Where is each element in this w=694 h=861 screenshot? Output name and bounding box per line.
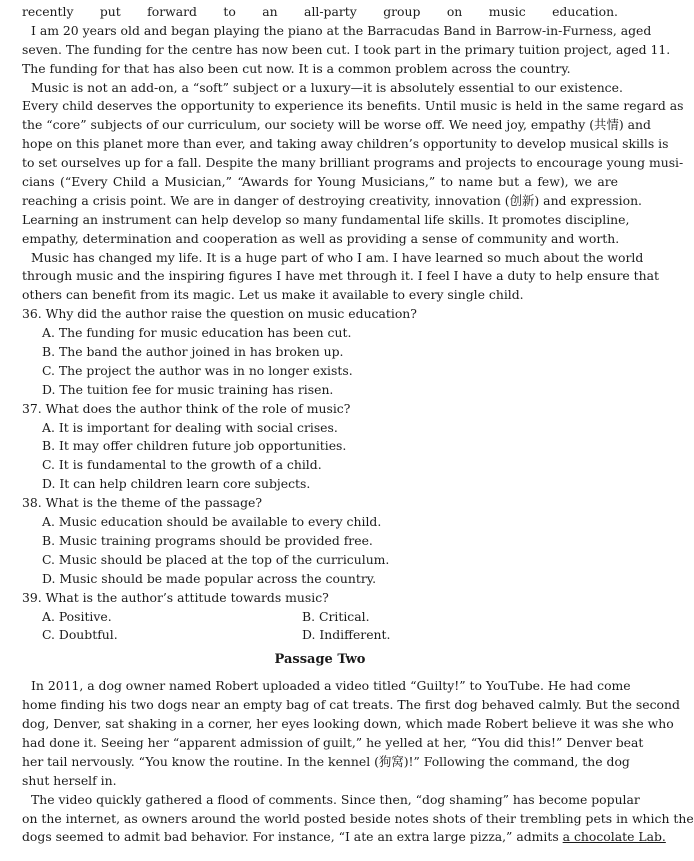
answer-option: C. The project the author was in no longer exists.	[42, 362, 353, 378]
question-stem: 39. What is the author’s attitude towards music?	[22, 589, 329, 605]
passage-line: Every child deserves the opportunity to experience its benefits. Until music is held in the same regard as	[22, 98, 684, 114]
answer-option: A. It is important for dealing with social crises.	[42, 419, 338, 435]
answer-option: A. The funding for music education has been cut.	[42, 325, 352, 341]
passage-line: her tail nervously. “You know the routine. In the kennel (狗窝)!” Following the command, the dog	[22, 753, 630, 769]
passage-line: cians (“Every Child a Musician,” “Awards for Young Musicians,” to name but a few), we are	[22, 174, 618, 190]
answer-option: D. Indifferent.	[302, 627, 391, 643]
passage-line: seven. The funding for the centre has now been cut. I took part in the primary tuition project, aged 11.	[22, 41, 671, 57]
answer-option: C. Music should be placed at the top of the curriculum.	[42, 551, 390, 567]
question-38	[22, 494, 618, 588]
passage-line: had done it. Seeing her “apparent admission of guilt,” he yelled at her, “You did this!” Denver beat	[22, 734, 644, 750]
answer-option: A. Positive.	[42, 608, 112, 624]
passage-line: home finding his two dogs near an empty bag of cat treats. The first dog behaved calmly. But the second	[22, 697, 680, 713]
answer-option: B. Critical.	[302, 608, 370, 624]
passage-line: I am 20 years old and began playing the piano at the Barracudas Band in Barrow-in-Furness, aged	[31, 22, 652, 38]
passage-line: recently put forward to an all-party group on music education.	[22, 4, 618, 19]
passage-one	[22, 3, 684, 305]
passage-line: In 2011, a dog owner named Robert uploaded a video titled “Guilty!” to YouTube. He had come	[31, 678, 631, 694]
question-stem: 36. Why did the author raise the question on music education?	[22, 306, 417, 322]
answer-option: B. The band the author joined in has broken up.	[42, 344, 344, 360]
question-39	[22, 589, 618, 646]
passage-line: Music is not an add-on, a “soft” subject or a luxury—it is absolutely essential to our existence.	[31, 79, 623, 95]
passage-line: the “core” subjects of our curriculum, our society will be worse off. We need joy, empathy (共情) and	[22, 117, 651, 133]
question-stem: 38. What is the theme of the passage?	[22, 495, 263, 511]
question-36	[22, 305, 618, 399]
answer-option: B. Music training programs should be provided free.	[42, 532, 373, 548]
passage-line: The funding for that has also been cut now. It is a common problem across the country.	[22, 60, 571, 76]
passage-line: empathy, determination and cooperation as well as providing a sense of community and worth.	[22, 230, 620, 246]
answer-option: C. It is fundamental to the growth of a child.	[42, 457, 322, 473]
answer-option: C. Doubtful.	[42, 627, 118, 643]
answer-option: D. Music should be made popular across the country.	[42, 570, 377, 586]
question-stem: 37. What does the author think of the role of music?	[22, 400, 351, 416]
passage-line-text: dogs seemed to admit bad behavior. For instance, “I ate an extra large pizza,” admits	[22, 829, 563, 845]
passage-line: hope on this planet more than ever, and taking away children’s opportunity to develop musical skills is	[22, 136, 669, 152]
passage-line: to set ourselves up for a fall. Despite the many brilliant programs and projects to encourage young musi-	[22, 155, 684, 171]
answer-option: B. It may offer children future job opportunities.	[42, 438, 347, 454]
passage-line	[22, 828, 666, 847]
answer-option: D. The tuition fee for music training has risen.	[42, 381, 334, 397]
passage-two	[22, 677, 694, 847]
passage-line: Learning an instrument can help develop so many fundamental life skills. It promotes discipline,	[22, 211, 630, 227]
passage-line: Music has changed my life. It is a huge part of who I am. I have learned so much about the world	[31, 249, 644, 265]
answer-option: A. Music education should be available to every child.	[42, 514, 382, 530]
passage-line: dog, Denver, sat shaking in a corner, her eyes looking down, which made Robert believe it was she who	[22, 716, 674, 732]
underlined-phrase: a chocolate Lab.	[562, 829, 666, 845]
passage-line: on the internet, as owners around the world posted beside notes shots of their trembling pets in which the	[22, 810, 694, 826]
passage-line: others can benefit from its magic. Let us make it available to every single child.	[22, 287, 524, 303]
answer-option-row	[22, 608, 618, 627]
passage-line: shut herself in.	[22, 772, 117, 788]
answer-option: D. It can help children learn core subjects.	[42, 476, 311, 492]
passage-line: The video quickly gathered a flood of comments. Since then, “dog shaming” has become popular	[31, 791, 640, 807]
passage-two-title: Passage Two	[274, 652, 366, 668]
question-37	[22, 400, 618, 494]
answer-option-row	[22, 626, 618, 645]
passage-line: reaching a crisis point. We are in danger of destroying creativity, innovation (创新) and expression.	[22, 192, 642, 208]
passage-line: through music and the inspiring figures I have met through it. I feel I have a duty to help ensure that	[22, 268, 660, 284]
